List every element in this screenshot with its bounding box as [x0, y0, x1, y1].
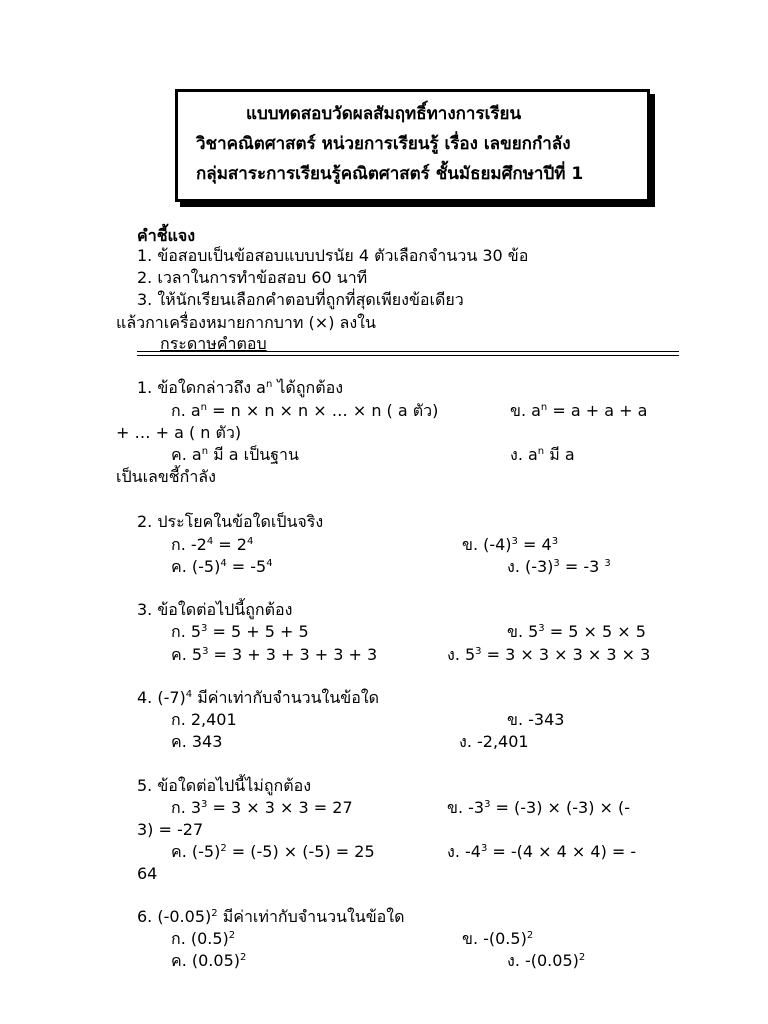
instruction-item-3-continued-2: กระดาษคำตอบ — [160, 334, 267, 353]
question-1-option-d-wrap: เป็นเลขชี้กำลัง — [116, 467, 216, 486]
question-6-option-c: ค. $(0.05)^2$ — [171, 951, 247, 970]
question-6-option-a: ก. $(0.5)^2$ — [171, 929, 236, 948]
question-5-option-c: ค. $(-5)^2 = (-5) \times (-5) = 25$ — [171, 842, 375, 861]
title-line-1: แบบทดสอบวัดผลสัมฤทธิ์ทางการเรียน — [246, 104, 522, 124]
question-2-stem: 2. ประโยคในข้อใดเป็นจริง — [137, 512, 324, 531]
question-4-option-b: ข. -343 — [507, 710, 565, 729]
question-5-option-d-wrap: 64 — [137, 864, 158, 883]
question-1-stem: 1. ข้อใดกล่าวถึง $a^n$ ได้ถูกต้อง — [137, 378, 344, 397]
question-5-stem: 5. ข้อใดต่อไปนี้ไม่ถูกต้อง — [137, 776, 312, 795]
title-line-3: กลุ่มสาระการเรียนรู้คณิตศาสตร์ ชั้นมัธยมศึกษาปีที่ 1 — [196, 164, 584, 184]
question-3-stem: 3. ข้อใดต่อไปนี้ถูกต้อง — [137, 600, 293, 619]
question-1-option-b: ข. $a^n = a + a + a$ — [510, 401, 648, 420]
question-3-option-d: ง. $5^3 = 3 \times 3 \times 3 \times 3 \times 3$ — [447, 645, 651, 664]
question-5-option-b: ข. $-3^3 = (-3) \times (-3)$ × (- — [447, 798, 631, 817]
instruction-item-3-continued: แล้วกาเครื่องหมายกากบาท (×) ลงใน — [116, 313, 376, 332]
question-3-option-b: ข. $5^3 = 5 \times 5 \times 5$ — [507, 622, 646, 641]
question-2-option-b: ข. $(-4)^3 = 4^3$ — [462, 535, 559, 554]
question-6-stem: 6. $(-0.05)^2$ มีค่าเท่ากับจำนวนในข้อใด — [137, 907, 405, 926]
question-5-option-b-wrap: 3) = -27 — [137, 820, 204, 839]
question-1-option-b-wrap: + … + a ( n ตัว) — [116, 423, 242, 442]
question-5-option-a: ก. $3^3 = 3 \times 3 \times 3 = 27$ — [171, 798, 353, 817]
question-4-option-c: ค. 343 — [171, 732, 223, 751]
double-divider — [137, 351, 679, 356]
question-4-option-a: ก. 2,401 — [171, 710, 237, 729]
question-1-option-c: ค. $a^n$ มี a เป็นฐาน — [171, 445, 299, 464]
question-3-option-a: ก. $5^3 = 5 + 5 + 5$ — [171, 622, 309, 641]
question-2-option-c: ค. $(-5)^4 = -5^4$ — [171, 557, 273, 576]
question-6-option-d: ง. $-(0.05)^2$ — [507, 951, 586, 970]
question-6-option-b: ข. $-(0.5)^2$ — [462, 929, 534, 948]
instructions-heading: คำชี้แจง — [137, 226, 196, 245]
question-1-option-d: ง. $a^n$ มี a — [510, 445, 575, 464]
question-2-option-d: ง. $(-3)^3 = -3$ $^3$ — [507, 557, 611, 576]
question-5-option-d: ง. $-4^3 = -(4 \times 4 \times 4)$ = - — [447, 842, 637, 861]
question-3-option-c: ค. $5^3 = 3 + 3 + 3 + 3 + 3$ — [171, 645, 378, 664]
title-box — [175, 89, 650, 202]
question-1-option-a: ก. $a^n = n \times n \times n$ × … × n ( a ตัว) — [171, 401, 439, 420]
instruction-item-2: 2. เวลาในการทำข้อสอบ 60 นาที — [137, 268, 368, 287]
question-2-option-a: ก. $-2^4 = 2^4$ — [171, 535, 254, 554]
question-4-option-d: ง. -2,401 — [459, 732, 529, 751]
title-line-2: วิชาคณิตศาสตร์ หน่วยการเรียนรู้ เรื่อง เลขยกกำลัง — [196, 134, 571, 154]
instruction-item-3: 3. ให้นักเรียนเลือกคำตอบที่ถูกที่สุดเพียงข้อเดียว — [137, 290, 464, 309]
instruction-item-1: 1. ข้อสอบเป็นข้อสอบแบบปรนัย 4 ตัวเลือกจำนวน 30 ข้อ — [137, 246, 529, 265]
question-4-stem: 4. $(-7)^4$ มีค่าเท่ากับจำนวนในข้อใด — [137, 688, 380, 707]
